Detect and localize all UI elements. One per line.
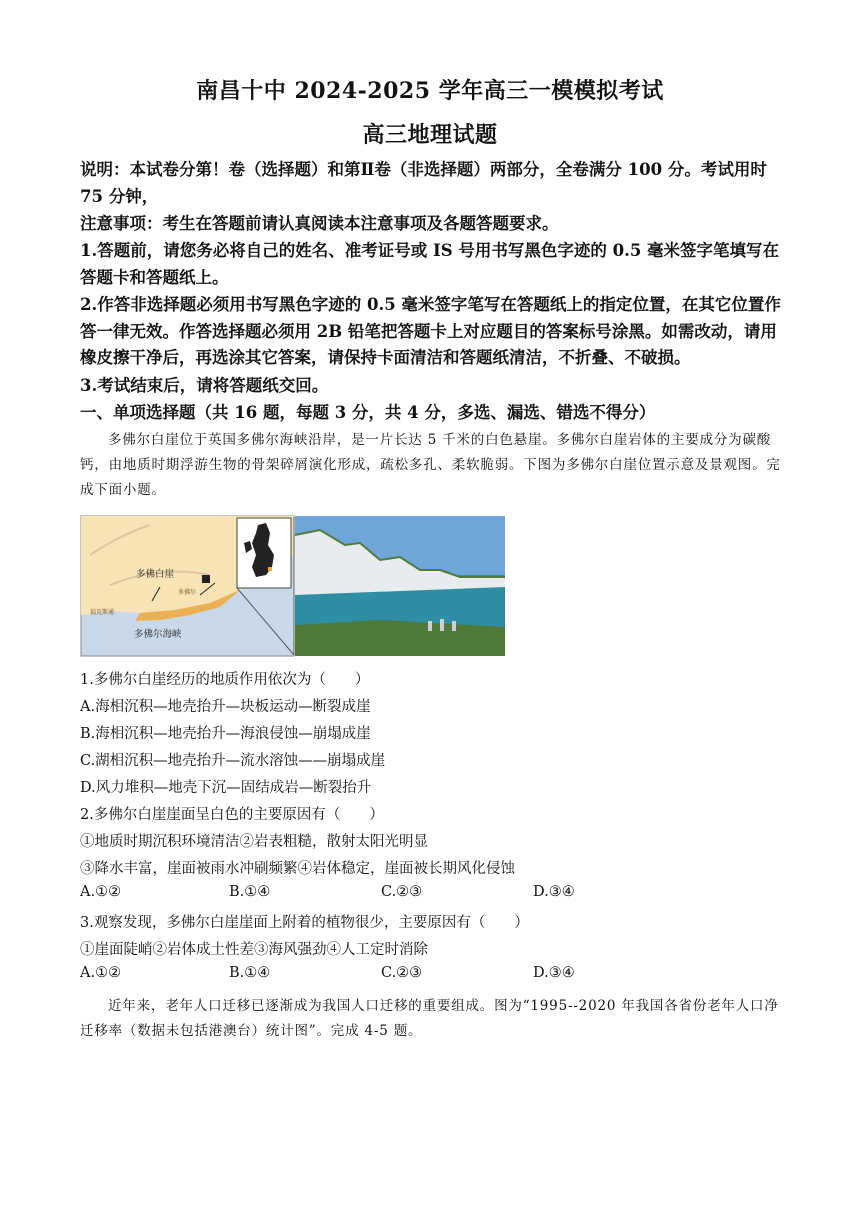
instruction-item-1: 1.答题前，请您务必将自己的姓名、准考证号或 IS 号用书写黑色字迹的 0.5 毫米签字笔填写在答题卡和答题纸上。 xyxy=(80,241,780,287)
question-2-stem: 2.多佛尔白崖崖面呈白色的主要原因有（ ） xyxy=(80,807,384,823)
question-1-stem: 1.多佛尔白崖经历的地质作用依次为（ ） xyxy=(80,672,370,688)
q1-option-b: B.海相沉积—地壳抬升—海浪侵蚀—崩塌成崖 xyxy=(80,726,371,742)
section-heading: 一、单项选择题（共 16 题，每题 3 分，共 4 分，多选、漏选、错选不得分） xyxy=(80,403,656,422)
exam-subtitle: 高三地理试题 xyxy=(362,122,498,148)
q2-option-b: B.①④ xyxy=(229,884,271,900)
attention-heading: 注意事项：考生在答题前请认真阅读本注意事项及各题答题要求。 xyxy=(80,214,559,233)
passage-elderly-migration: 近年来，老年人口迁移已逐渐成为我国人口迁移的重要组成。图为“1995--2020 年我国各省份老年人口净迁移率（数据未包括港澳台）统计图”。完成 4-5 题。 xyxy=(80,998,779,1039)
map-label-town1: 福克斯通 xyxy=(90,609,115,616)
q2-option-d: D.③④ xyxy=(533,884,575,900)
exam-note: 说明：本试卷分第！卷（选择题）和第Ⅱ卷（非选择题）两部分，全卷满分 100 分。考试用时 75 分钟， xyxy=(80,160,767,206)
passage-dover: 多佛尔白崖位于英国多佛尔海峡沿岸，是一片长达 5 千米的白色悬崖。多佛尔白崖岩体的主要成分为碳酸钙，由地质时期浮游生物的骨架碎屑演化形成，疏松多孔、柔软脆弱。下图为多佛尔白崖位置示意及景观图。完成下面小题。 xyxy=(80,432,781,498)
q1-option-c: C.湖相沉积—地壳抬升—流水溶蚀——崩塌成崖 xyxy=(80,753,386,769)
instruction-item-3: 3.考试结束后，请将答题纸交回。 xyxy=(80,376,329,395)
map-label-cliff: 多佛白崖 xyxy=(136,569,175,580)
q3-option-b: B.①④ xyxy=(229,965,271,981)
cliff-photo xyxy=(295,516,505,656)
map-label-town2: 多佛尔 xyxy=(178,589,197,596)
q3-option-d: D.③④ xyxy=(533,965,575,981)
q3-option-a: A.①② xyxy=(80,965,122,981)
q2-statements-2: ③降水丰富，崖面被雨水冲刷频繁④岩体稳定，崖面被长期风化侵蚀 xyxy=(80,861,515,877)
q1-option-d: D.风力堆积—地壳下沉—固结成岩—断裂抬升 xyxy=(80,780,372,796)
dover-cliff-figure xyxy=(80,515,506,657)
q2-option-c: C.②③ xyxy=(381,884,423,900)
question-3-stem: 3.观察发现，多佛尔白崖崖面上附着的植物很少，主要原因有（ ） xyxy=(80,915,529,931)
q3-option-c: C.②③ xyxy=(381,965,423,981)
exam-title: 南昌十中 2024-2025 学年高三一模模拟考试 xyxy=(196,78,664,104)
q2-statements-1: ①地质时期沉积环境清洁②岩表粗糙，散射太阳光明显 xyxy=(80,834,428,850)
location-map xyxy=(81,516,294,656)
q2-option-a: A.①② xyxy=(80,884,122,900)
instruction-item-2: 2.作答非选择题必须用书写黑色字迹的 0.5 毫米签字笔写在答题纸上的指定位置，在其它位置作答一律无效。作答选择题必须用 2B 铅笔把答题卡上对应题目的答案标号涂黑。如需改动，请用橡皮擦干净后，再选涂其它答案，请保持卡面清洁和答题纸清洁，不折叠、不破损。 xyxy=(80,295,781,367)
q3-statements: ①崖面陡峭②岩体成土性差③海风强劲④人工定时消除 xyxy=(80,942,428,958)
map-label-strait: 多佛尔海峡 xyxy=(134,629,182,640)
q1-option-a: A.海相沉积—地壳抬升—块板运动—断裂成崖 xyxy=(80,699,371,715)
